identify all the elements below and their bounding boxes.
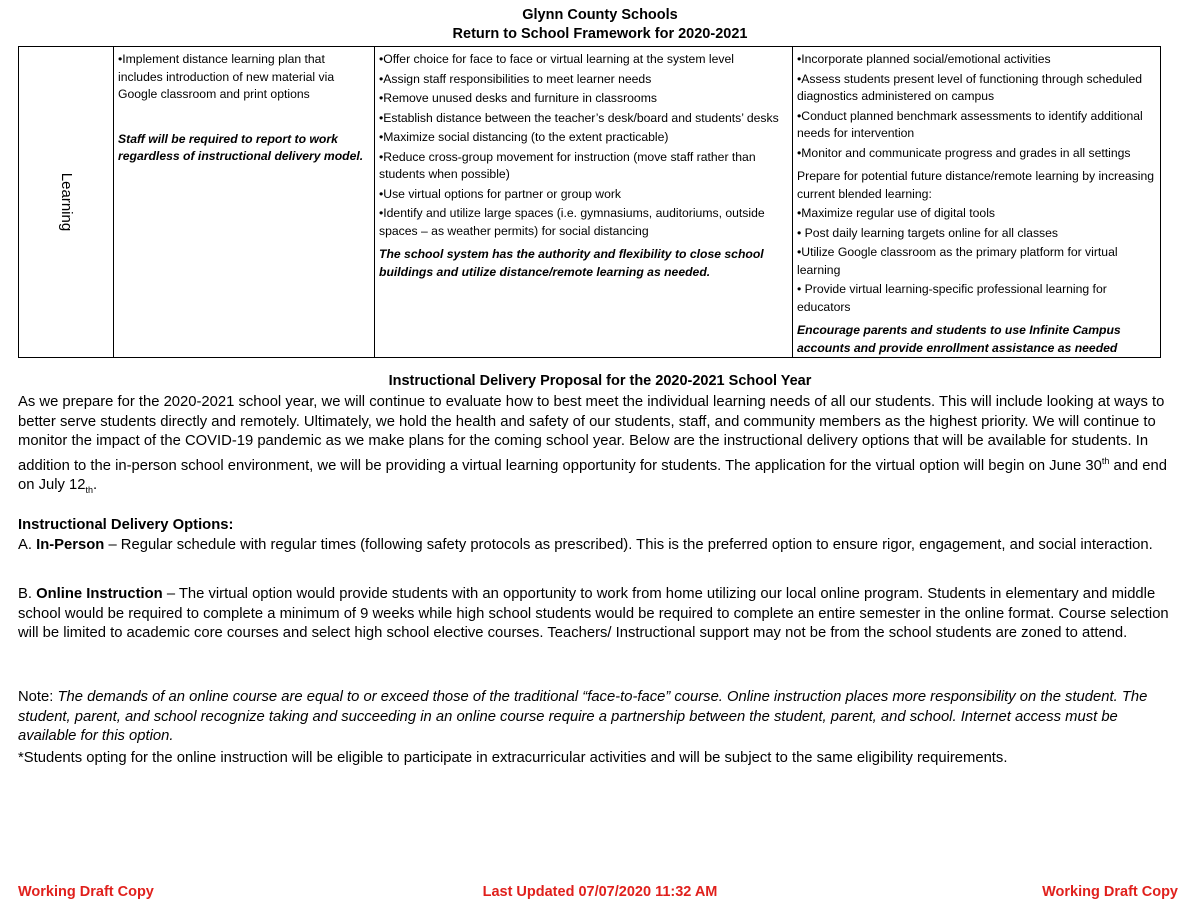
- emphasis-note: Staff will be required to report to work regardless of instructional delivery model.: [118, 131, 364, 163]
- header-subtitle: Return to School Framework for 2020-2021: [452, 26, 748, 42]
- intro-superscript: th: [1101, 455, 1110, 466]
- footer-draft-right: Working Draft Copy: [1042, 884, 1178, 900]
- note-text: The demands of an online course are equal to or exceed those of the traditional “face-to-face” course. Online instruction places more responsibility on the student. The student, parent, and school recognize taking and succeeding in an online course require a partnership between the student, parent, and school. Internet access must be available for this option.: [18, 689, 1148, 744]
- eligibility-note: *Students opting for the online instruction will be eligible to participate in extracurricular activities and will be subject to the same eligibility requirements.: [18, 750, 1008, 766]
- list-item: •Assess students present level of functioning through scheduled diagnostics administered on campus: [797, 71, 1143, 103]
- list-item: •Maximize regular use of digital tools: [797, 206, 995, 220]
- list-item: •Conduct planned benchmark assessments to identify additional needs for intervention: [797, 108, 1143, 140]
- option-a-label: In-Person: [36, 536, 105, 553]
- list-item: •Offer choice for face to face or virtual learning at the system level: [379, 52, 734, 66]
- section-title: Instructional Delivery Proposal for the 2020-2021 School Year: [388, 373, 812, 389]
- option-b: [18, 585, 1178, 644]
- option-a-prefix: A.: [18, 536, 37, 553]
- list-item: • Post daily learning targets online for all classes: [797, 225, 1059, 240]
- emphasis-note: The school system has the authority and flexibility to close school buildings and utilize distance/remote learning as needed.: [379, 247, 764, 279]
- note-prefix: Note:: [18, 689, 58, 705]
- options-heading: Instructional Delivery Options:: [18, 517, 234, 533]
- footer-draft-left: Working Draft Copy: [18, 884, 154, 900]
- list-item: •Reduce cross-group movement for instruction (move staff rather than students when possible): [379, 149, 756, 181]
- list-item: •Use virtual options for partner or group work: [379, 186, 622, 201]
- table-row: [19, 47, 1161, 358]
- row-label: Learning: [57, 172, 75, 232]
- row-label-cell: [19, 47, 114, 358]
- list-item: •Assign staff responsibilities to meet learner needs: [379, 71, 652, 86]
- list-item: •Establish distance between the teacher’s desk/board and students’ desks: [379, 110, 779, 125]
- intro-paragraph: [18, 393, 1178, 500]
- option-b-label: Online Instruction: [36, 586, 163, 602]
- option-b-text: – The virtual option would provide students with an opportunity to work from home utilizing our local online program. Students in elementary and middle school would be required to complete a minimum of 9 weeks while high school students would be required to complete an entire semester in the online format. Course selection will be limited to academic core courses and select high school elective courses. Teachers/ Instructional support may not be from the school students are zoned to attend.: [18, 586, 1169, 641]
- column-3-cell: [793, 47, 1161, 358]
- document-header: [0, 0, 1200, 44]
- column-2-cell: [375, 47, 793, 358]
- header-title: Glynn County Schools: [522, 7, 678, 23]
- intro-text: As we prepare for the 2020-2021 school year, we will continue to evaluate how to best meet the individual learning needs of all our students. This will include looking at ways to better serve students directly and remotely. Ultimately, we hold the health and safety of our students, staff, and community members as the highest priority. We will continue to monitor the impact of the COVID-19 pandemic as we make plans for the coming school year. Below are the instructional delivery options that will be available for students. In addition to the in-person school environment, we will be providing a virtual learning opportunity for students. The application for the virtual option will begin on June 30: [18, 394, 1165, 474]
- list-item: •Incorporate planned social/emotional activities: [797, 52, 1051, 66]
- list-item: •Remove unused desks and furniture in classrooms: [379, 91, 657, 105]
- options-block: [18, 516, 1178, 555]
- list-item: • Provide virtual learning-specific professional learning for educators: [797, 282, 1107, 314]
- option-a: [18, 536, 1178, 556]
- list-item: •Maximize social distancing (to the extent practicable): [379, 130, 669, 144]
- list-item: •Implement distance learning plan that includes introduction of new material via Google classroom and print options: [118, 52, 335, 101]
- prepare-intro: Prepare for potential future distance/remote learning by increasing current blended learning:: [797, 169, 1155, 201]
- option-a-text: – Regular schedule with regular times (following safety protocols as prescribed). This is the preferred option to ensure rigor, engagement, and social interaction.: [104, 536, 1153, 553]
- emphasis-note: Encourage parents and students to use Infinite Campus accounts and provide enrollment assistance as needed: [797, 323, 1121, 355]
- intro-text-end: .: [92, 476, 98, 493]
- option-b-prefix: B.: [18, 586, 37, 602]
- intro-subscript: th: [85, 484, 93, 495]
- list-item: •Identify and utilize large spaces (i.e. gymnasiums, auditoriums, outside spaces – as weather permits) for social distancing: [379, 206, 765, 238]
- list-item: •Monitor and communicate progress and grades in all settings: [797, 145, 1131, 160]
- note-paragraph: [18, 688, 1178, 747]
- list-item: •Utilize Google classroom as the primary platform for virtual learning: [797, 245, 1118, 277]
- column-1-cell: [114, 47, 375, 358]
- intro-text-mid: and end on July 12: [18, 457, 1167, 493]
- footer-last-updated: Last Updated 07/07/2020 11:32 AM: [482, 884, 718, 900]
- framework-table: [18, 46, 1161, 358]
